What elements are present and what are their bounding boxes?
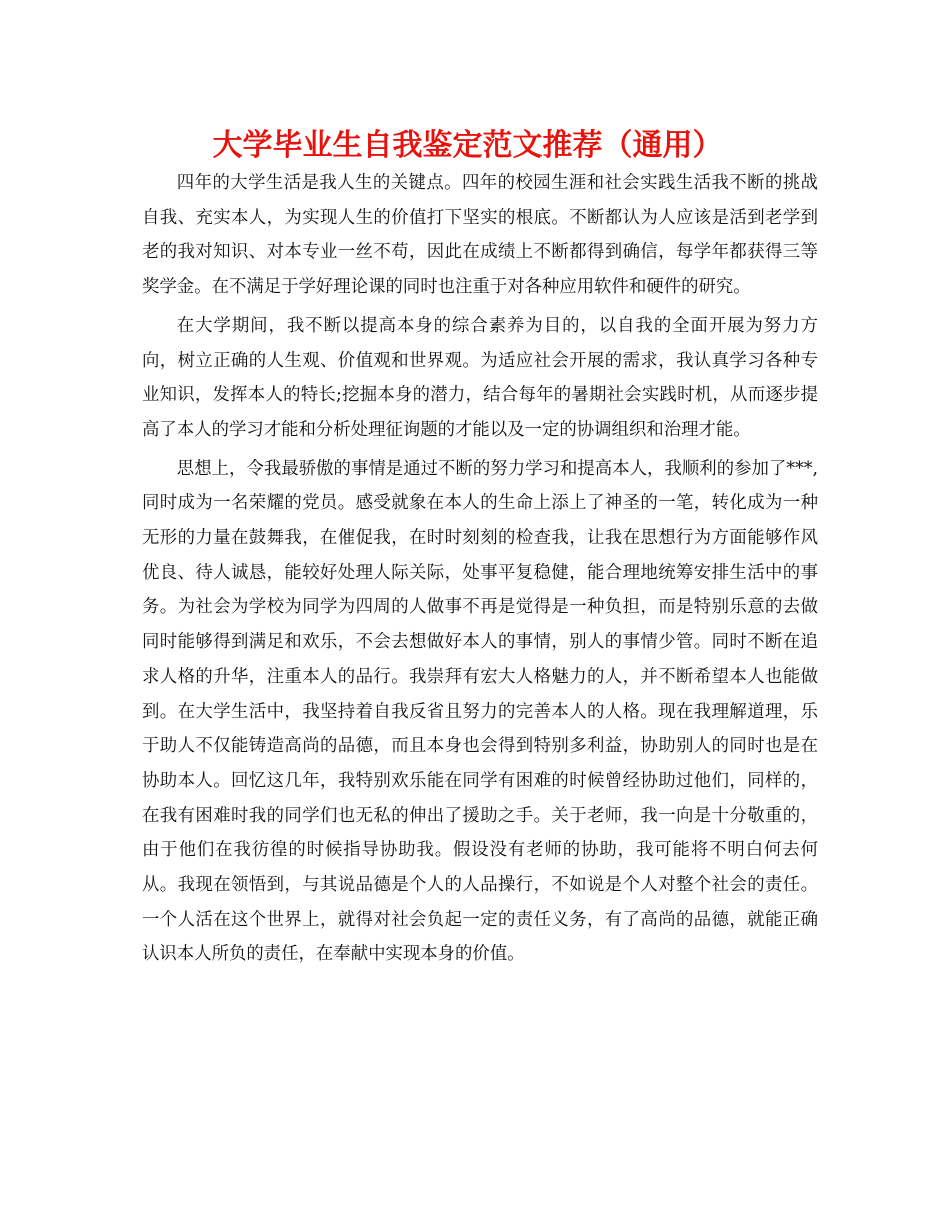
document-title: 大学毕业生自我鉴定范文推荐（通用） <box>212 128 723 163</box>
paragraph-2: 在大学期间，我不断以提高本身的综合素养为目的，以自我的全面开展为努力方向，树立正确的人生观、价值观和世界观。为适应社会开展的需求，我认真学习各种专业知识，发挥本人的特长;挖掘本身的潜力，结合每年的暑期社会实践时机，从而逐步提高了本人的学习才能和分析处理征询题的才能以及一定的协调组织和治理才能。 <box>142 315 818 440</box>
document-body <box>142 166 818 976</box>
paragraph-1: 四年的大学生活是我人生的关键点。四年的校园生涯和社会实践生活我不断的挑战自我、充实本人，为实现人生的价值打下坚实的根底。不断都认为人应该是活到老学到老的我对知识、对本专业一丝不苟，因此在成绩上不断都得到确信，每学年都获得三等奖学金。在不满足于学好理论课的同时也注重于对各种应用软件和硬件的研究。 <box>142 173 818 298</box>
paragraph-3: 思想上，令我最骄傲的事情是通过不断的努力学习和提高本人，我顺利的参加了***, 同时成为一名荣耀的党员。感受就象在本人的生命上添上了神圣的一笔，转化成为一种无形的力量在鼓舞我，在催促我，在时时刻刻的检查我，让我在思想行为方面能够作风优良、待人诚恳，能较好处理人际关际，处事平复稳健，能合理地统筹安排生活中的事务。为社会为学校为同学为四周的人做事不再是觉得是一种负担，而是特别乐意的去做同时能够得到满足和欢乐，不会去想做好本人的事情，别人的事情少管。同时不断在追求人格的升华，注重本人的品行。我崇拜有宏大人格魅力的人，并不断希望本人也能做到。在大学生活中，我坚持着自我反省且努力的完善本人的人格。现在我理解道理，乐于助人不仅能铸造高尚的品德，而且本身也会得到特别多利益，协助别人的同时也是在协助本人。回忆这几年，我特别欢乐能在同学有困难的时候曾经协助过他们，同样的，在我有困难时我的同学们也无私的伸出了援助之手。关于老师，我一向是十分敬重的，由于他们在我彷徨的时候指导协助我。假设没有老师的协助，我可能将不明白何去何从。我现在领悟到，与其说品德是个人的人品操行，不如说是个人对整个社会的责任。一个人活在这个世界上，就得对社会负起一定的责任义务，有了高尚的品德，就能正确认识本人所负的责任，在奉献中实现本身的价值。 <box>142 458 818 965</box>
